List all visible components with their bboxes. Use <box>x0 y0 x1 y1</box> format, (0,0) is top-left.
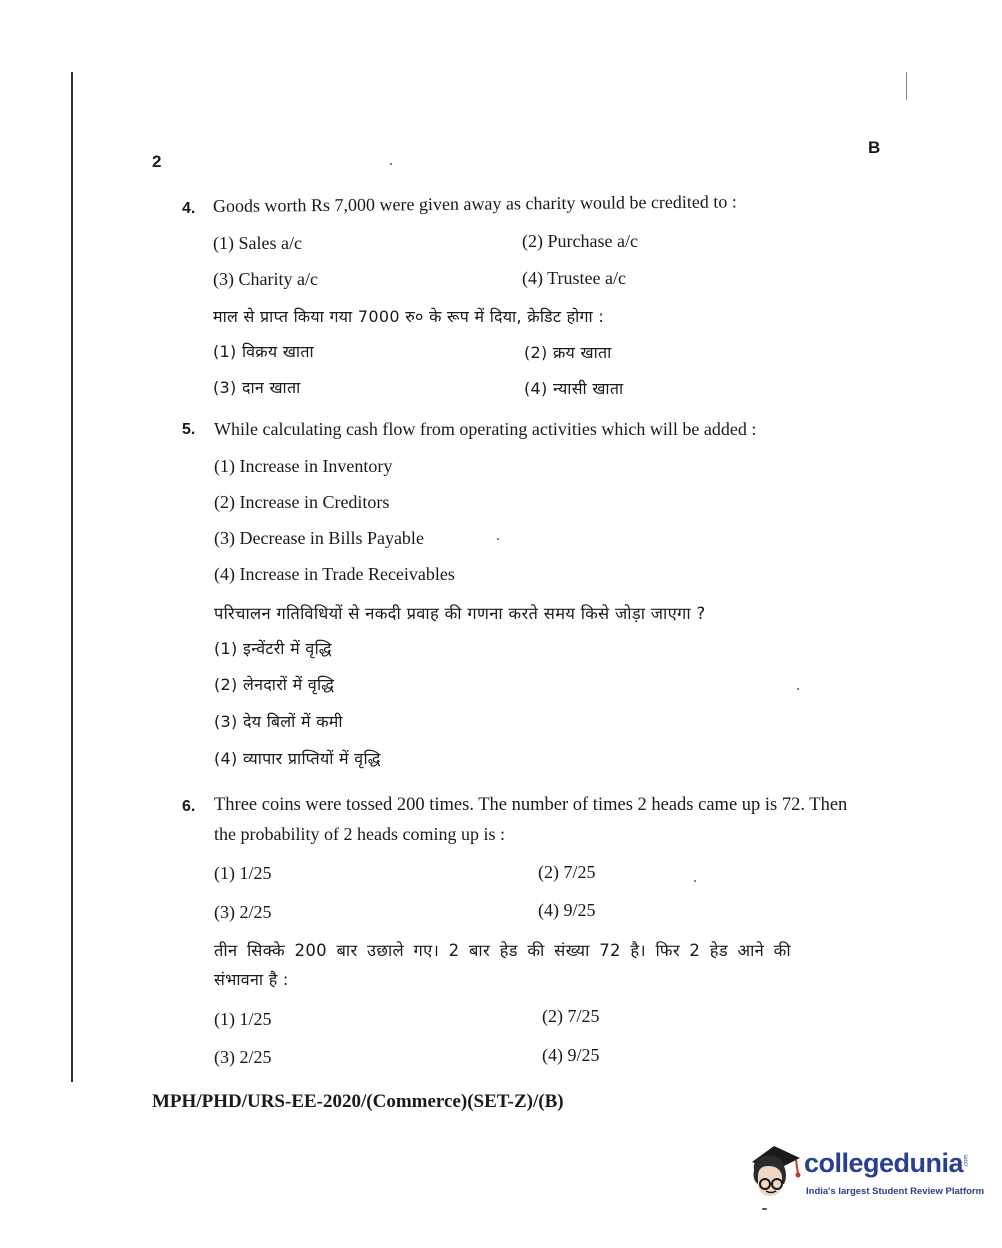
option-3-en: (3) 2/25 <box>214 902 272 922</box>
question-text-en: While calculating cash flow from operating activities which will be added : <box>214 419 757 439</box>
option-3-hi: (3) दान खाता <box>213 378 301 397</box>
scan-speck <box>694 880 696 882</box>
question-text-en-line2: the probability of 2 heads coming up is : <box>214 824 505 844</box>
exam-code-footer: MPH/PHD/URS-EE-2020/(Commerce)(SET-Z)/(B) <box>152 1091 564 1112</box>
option-2-hi: (2) लेनदारों में वृद्धि <box>214 675 335 694</box>
option-4-hi: (4) न्यासी खाता <box>524 379 624 398</box>
option-3-en: (3) Charity a/c <box>213 269 318 289</box>
question-text-hi-line1: तीन सिक्के 200 बार उछाले गए। 2 बार हेड की संख्या 72 है। फिर 2 हेड आने की <box>214 941 791 960</box>
option-1-hi: (1) इन्वेंटरी में वृद्धि <box>214 639 332 658</box>
scan-speck <box>797 688 799 690</box>
scan-speck <box>762 1208 767 1210</box>
option-3-hi: (3) 2/25 <box>214 1047 272 1067</box>
page-number: 2 <box>152 152 162 171</box>
question-number: 6. <box>182 798 196 815</box>
mascot-icon <box>744 1140 804 1208</box>
option-1-hi: (1) 1/25 <box>214 1009 272 1029</box>
set-code: B <box>868 138 881 157</box>
question-text-en-line1: Three coins were tossed 200 times. The number of times 2 heads came up is 72. Then <box>214 795 848 815</box>
option-1-hi: (1) विक्रय खाता <box>213 342 314 361</box>
option-4-en: (4) Trustee a/c <box>522 268 626 288</box>
option-4-en: (4) Increase in Trade Receivables <box>214 564 455 584</box>
question-number: 4. <box>182 200 196 217</box>
option-1-en: (1) Sales a/c <box>213 233 302 253</box>
scan-speck <box>390 163 392 165</box>
question-text-hi: माल से प्राप्त किया गया 7000 रु० के रूप में दिया, क्रेडिट होगा : <box>213 307 605 326</box>
option-2-hi: (2) क्रय खाता <box>524 343 612 362</box>
scan-border-left <box>71 72 73 1082</box>
option-4-en: (4) 9/25 <box>538 900 596 920</box>
option-4-hi: (4) 9/25 <box>542 1045 600 1065</box>
option-3-hi: (3) देय बिलों में कमी <box>214 712 343 731</box>
logo-tagline: India's largest Student Review Platform <box>806 1186 985 1197</box>
question-number: 5. <box>182 421 196 438</box>
question-text-en: Goods worth Rs 7,000 were given away as charity would be credited to : <box>212 191 737 216</box>
option-2-hi: (2) 7/25 <box>542 1006 600 1026</box>
option-1-en: (1) Increase in Inventory <box>214 456 393 476</box>
question-text-hi-line2: संभावना है : <box>214 970 289 989</box>
option-2-en: (2) 7/25 <box>538 862 596 882</box>
collegedunia-logo <box>744 1140 985 1210</box>
option-1-en: (1) 1/25 <box>214 863 272 883</box>
question-text-hi: परिचालन गतिविधियों से नकदी प्रवाह की गणना करते समय किसे जोड़ा जाएगा ? <box>214 604 706 623</box>
logo-suffix: .com <box>963 1154 970 1168</box>
option-2-en: (2) Increase in Creditors <box>214 492 390 512</box>
option-2-en: (2) Purchase a/c <box>522 231 638 251</box>
logo-wordmark: collegedunia <box>804 1148 964 1178</box>
option-4-hi: (4) व्यापार प्राप्तियों में वृद्धि <box>214 749 381 768</box>
option-3-en: (3) Decrease in Bills Payable <box>214 528 424 548</box>
scan-border-right <box>906 72 907 100</box>
scan-speck <box>497 538 499 540</box>
